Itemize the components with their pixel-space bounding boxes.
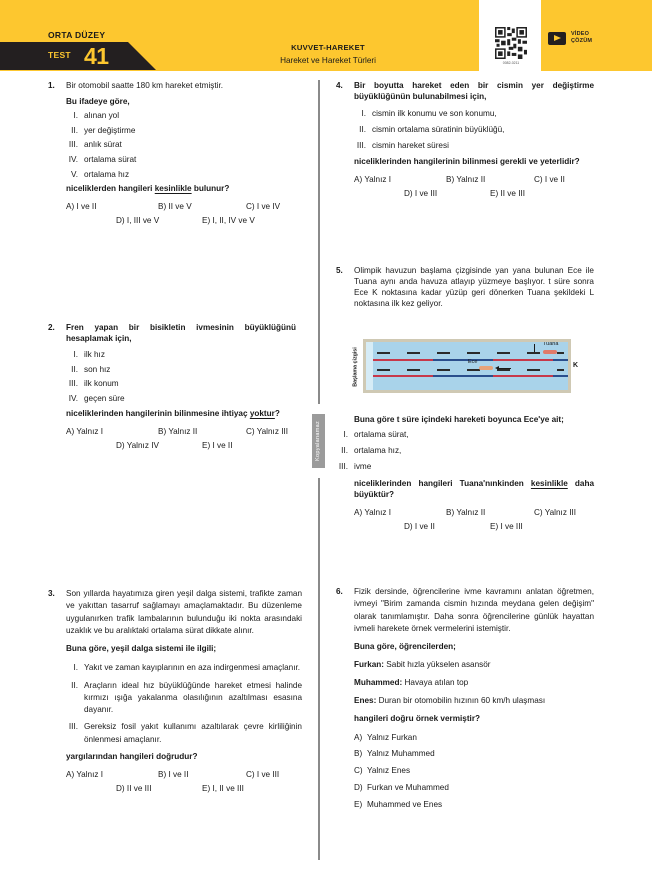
question-lead: Buna göre, öğrencilerden; (354, 642, 456, 652)
option-b[interactable]: B) Yalnız II (446, 175, 486, 185)
option-c[interactable]: C) I ve IV (246, 202, 281, 212)
play-icon (548, 32, 566, 45)
list-item: IV. geçen süre (68, 394, 125, 404)
pool-water (366, 342, 568, 390)
list-item: I. ilk hız (73, 350, 105, 360)
option-e[interactable]: E) I ve III (490, 521, 523, 531)
question-prompt: yargılarından hangileri doğrudur? (66, 752, 198, 762)
ece-label: Ece (468, 359, 478, 366)
video-label-line1: VİDEO (571, 31, 590, 37)
student-answer: Enes: Duran bir otomobilin hızının 60 km/h ulaşması (354, 696, 546, 706)
question-number: 5. (336, 266, 343, 275)
swimmer-tuana (543, 350, 557, 354)
student-answers (354, 659, 594, 706)
list-item: III. Gereksiz fosil yakıt kullanımı azaltılarak çevre kirliliğinin önlenmesi amaçlanır. (68, 722, 302, 744)
question-4 (336, 80, 594, 204)
difficulty-level: ORTA DÜZEY (48, 30, 106, 40)
option-a[interactable]: A) I ve II (66, 202, 97, 212)
tuana-label: Tuana (543, 342, 559, 348)
question-prompt: niceliklerinden hangilerinin bilinmesi gerekli ve yeterlidir? (354, 157, 580, 167)
question-stem: Bir boyutta hareket eden bir cismin yer değiştirme büyüklüğünün bulunabilmesi için, (354, 81, 594, 102)
list-item: I. alınan yol (73, 111, 120, 121)
question-6 (336, 586, 594, 816)
option-a[interactable]: A) Yalnız I (354, 507, 392, 517)
question-stem: Olimpik havuzun başlama çizgisinde yan yana bulunan Ece ile Tuana aynı anda havuza atlayıp yüzmeye başlıyor. t süre sonra Ece K noktasına kadar yüzüp geri dönerken Tuana şekildeki L noktasına ilk kez geliyor. (354, 266, 594, 309)
ece-direction-arrow (498, 368, 511, 369)
list-item: II. ortalama hız, (341, 446, 402, 456)
list-item: III. ivme (338, 462, 372, 472)
option-a[interactable]: A) Yalnız I (66, 770, 104, 780)
list-item: V. ortalama hız (71, 169, 130, 179)
option-d[interactable]: D) I, III ve V (116, 216, 160, 226)
list-item: I. cismin ilk konumu ve son konumu, (361, 109, 497, 119)
l-point-marker (534, 344, 535, 352)
option-a[interactable]: A) Yalnız I (66, 426, 104, 436)
qr-code-id: 0082-0211 (502, 61, 520, 65)
question-prompt: niceliklerden hangileri kesinlikle bulunur? (66, 184, 230, 194)
side-tab-text: Kopyalanamaz (314, 421, 321, 461)
point-k-label: K (573, 362, 579, 370)
option-e[interactable]: E) I ve II (202, 440, 233, 450)
video-solution-button[interactable] (548, 31, 592, 45)
question-prompt: niceliklerinden hangileri Tuana'nınkinden kesinlikle daha büyüktür? (354, 478, 595, 499)
option-b[interactable]: B) Yalnız II (158, 426, 198, 436)
question-lead: Buna göre t süre içindeki hareketi boyunca Ece'ye ait; (354, 415, 564, 425)
option-e[interactable]: E) Muhammed ve Enes (354, 799, 443, 809)
test-band (0, 42, 156, 70)
question-number: 6. (336, 587, 343, 596)
page-header (0, 0, 652, 71)
question-prompt: niceliklerinden hangilerinin bilinmesine ihtiyaç yoktur? (66, 408, 280, 418)
side-tab (312, 414, 325, 468)
option-c[interactable]: C) I ve III (246, 770, 280, 780)
option-a[interactable]: A) Yalnız Furkan (354, 732, 417, 742)
list-item: I. ortalama sürat, (343, 430, 409, 440)
answer-options (354, 507, 594, 537)
option-c[interactable]: C) Yalnız III (534, 507, 577, 517)
qr-panel (479, 0, 541, 71)
question-3 (48, 588, 302, 799)
option-a[interactable]: A) Yalnız I (354, 175, 392, 185)
test-number: 41 (84, 43, 109, 69)
lane-rope (373, 375, 568, 377)
qr-code-icon[interactable] (495, 27, 527, 59)
pool (363, 339, 571, 393)
question-lead: Buna göre, yeşil dalga sistemi ile ilgili; (66, 644, 217, 654)
pool-figure (352, 337, 577, 395)
question-lead: Bu ifadeye göre, (66, 97, 130, 107)
option-d[interactable]: D) Furkan ve Muhammed (354, 783, 449, 793)
question-stem: Fren yapan bir bisikletin ivmesinin büyüklüğünü hesaplamak için, (66, 323, 296, 344)
question-prompt: hangileri doğru örnek vermiştir? (354, 714, 481, 724)
option-c[interactable]: C) Yalnız III (246, 426, 289, 436)
question-number: 4. (336, 81, 343, 90)
option-b[interactable]: B) Yalnız Muhammed (354, 749, 435, 759)
list-item: I. Yakıt ve zaman kayıplarının en aza indirgenmesi amaçlanır. (73, 663, 301, 673)
question-number: 3. (48, 589, 55, 598)
list-item: II. yer değiştirme (71, 125, 136, 135)
list-item: II. Araçların ideal hız büyüklüğünde hareket etmesi halinde kırmızı ışığa yakalanma olasılığının azaltılması esasına dayanır. (71, 680, 302, 715)
option-b[interactable]: B) II ve V (158, 202, 192, 212)
topic-title: KUVVET-HAREKET (291, 43, 365, 52)
option-e[interactable]: E) I, II ve III (202, 784, 244, 794)
option-e[interactable]: E) II ve III (490, 189, 526, 199)
topic-subtitle: Hareket ve Hareket Türleri (280, 56, 376, 66)
answer-options (66, 426, 296, 456)
answer-options (66, 201, 296, 231)
topic-block (258, 43, 398, 66)
lane-marker (377, 352, 564, 354)
question-number: 2. (48, 323, 55, 332)
answer-options (66, 769, 302, 799)
item-list (66, 349, 296, 404)
question-number: 1. (48, 81, 55, 90)
option-b[interactable]: B) I ve II (158, 770, 189, 780)
item-list (354, 108, 594, 151)
list-item: II. cismin ortalama süratinin büyüklüğü, (359, 125, 505, 135)
question-2 (48, 322, 296, 456)
option-b[interactable]: B) Yalnız II (446, 507, 486, 517)
question-stem: Son yıllarda hayatımıza giren yeşil dalga sistemi, trafikte zaman ve yakıttan tasarruf sağlamayı amaçlamaktadır. Bu düzenleme uygulanırken trafik lambalarının bulunduğu iki nokta arasındaki uzaklık ve bu aralıktaki ortalama sürat dikkate alınır. (66, 589, 302, 635)
student-answer: Muhammed: Havaya atılan top (354, 678, 469, 688)
option-e[interactable]: E) I, II, IV ve V (202, 216, 255, 226)
student-answer: Furkan: Sabit hızla yükselen asansör (354, 660, 491, 670)
item-list (66, 110, 296, 180)
swimmer-ece (479, 366, 493, 370)
list-item: III. cismin hareket süresi (356, 141, 449, 151)
list-item: II. son hız (71, 364, 111, 374)
list-item: III. anlık sürat (68, 140, 122, 150)
start-line-label: Başlama çizgisi (352, 347, 359, 387)
option-c[interactable]: C) I ve II (534, 175, 565, 185)
list-item: III. ilk konum (68, 379, 119, 389)
test-label: TEST (48, 50, 71, 60)
answer-options (354, 732, 594, 811)
item-list (66, 662, 302, 746)
question-stem: Bir otomobil saatte 180 km hareket etmiştir. (66, 81, 223, 90)
answer-options (354, 174, 594, 204)
question-1 (48, 80, 296, 231)
item-list (336, 429, 594, 472)
lane-marker (377, 369, 564, 371)
video-label-line2: ÇÖZÜM (571, 38, 593, 44)
question-stem: Fizik dersinde, öğrencilerine ivme kavramını anlatan öğretmen, ivmeyi "Birim zamanda cismin hızında meydana gelen değişim" olarak tanımlamıştır. Daha sonra öğrencilerine günlük hayattan ivmeli harekete örnek vermelerini istemiştir. (354, 587, 594, 633)
option-d[interactable]: D) II ve III (116, 784, 152, 794)
option-d[interactable]: D) I ve II (404, 521, 435, 531)
option-d[interactable]: D) I ve III (404, 189, 438, 199)
option-c[interactable]: C) Yalnız Enes (354, 766, 411, 776)
question-5 (336, 265, 594, 537)
list-item: IV. ortalama sürat (68, 155, 137, 165)
option-d[interactable]: D) Yalnız IV (116, 440, 159, 450)
